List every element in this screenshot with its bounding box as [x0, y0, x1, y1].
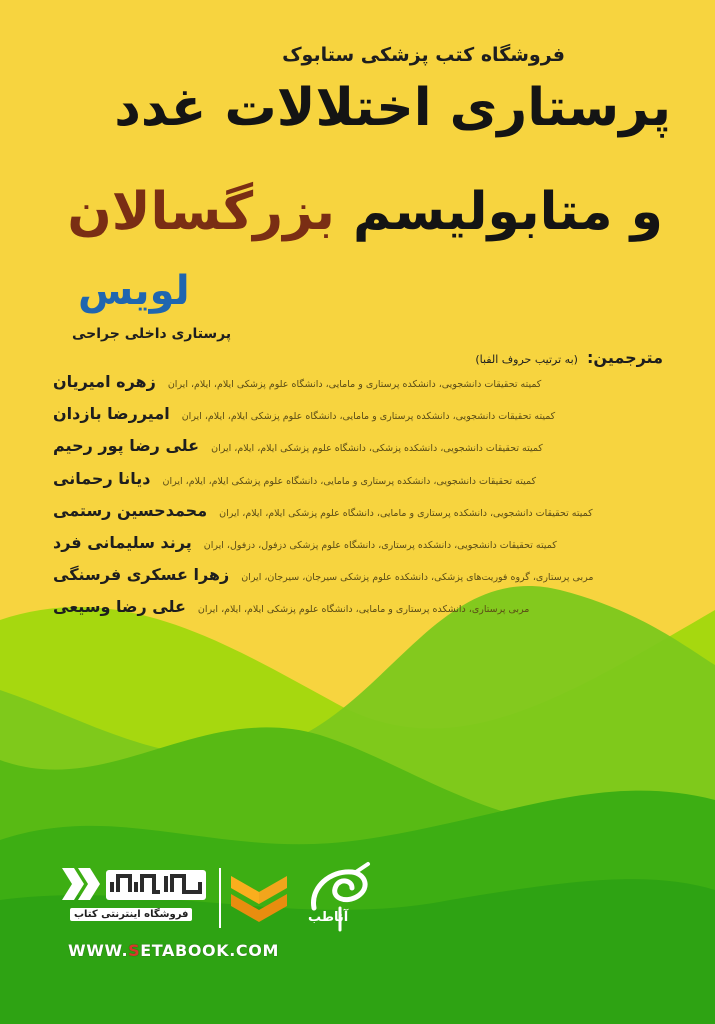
translator-row	[53, 372, 663, 404]
book-emblem-icon	[227, 870, 291, 930]
translator-name: علی رضا پور رحیم	[53, 436, 200, 456]
store-line: فروشگاه کتب پزشکی ستابوک	[282, 44, 565, 66]
translator-affiliation: کمیته تحقیقات دانشجویی، دانشکده پرستاری، دانشگاه علوم پزشکی دزفول، دزفول، ایران	[203, 539, 557, 551]
translator-row	[53, 469, 663, 501]
url-s-letter: S	[128, 941, 141, 960]
translators-label: مترجمین:	[587, 348, 663, 367]
translator-row	[53, 565, 663, 597]
publisher-name: آناطب	[308, 910, 349, 925]
translator-affiliation: کمیته تحقیقات دانشجویی، دانشکده پرستاری و مامایی، دانشگاه علوم پزشکی ایلام، ایلام، ایران	[162, 475, 536, 487]
title-line-2-brown: بزرگسالان	[67, 182, 335, 242]
website-url[interactable]	[68, 941, 279, 960]
translator-name: محمدحسین رستمی	[53, 500, 208, 520]
translator-name: زهرا عسکری فرسنگی	[53, 565, 230, 585]
translator-affiliation: کمیته تحقیقات دانشجویی، دانشکده پزشکی، دانشگاه علوم پزشکی ایلام، ایلام، ایران	[211, 443, 543, 455]
setabook-tagline: فروشگاه اینترنتی کتاب	[70, 908, 192, 921]
title-line-1: پرستاری اختلالات غدد	[114, 78, 671, 138]
translator-affiliation: کمیته تحقیقات دانشجویی، دانشکده پرستاری و مامایی، دانشگاه علوم پزشکی ایلام، ایلام، ایران	[181, 411, 556, 423]
translator-affiliation: مربی پرستاری، دانشکده پرستاری و مامایی، دانشگاه علوم پزشکی ایلام، ایلام، ایران	[197, 604, 530, 616]
title-line-2-dark: و متابولیسم	[353, 182, 663, 242]
translator-row	[53, 597, 663, 629]
translator-affiliation: کمیته تحقیقات دانشجویی، دانشکده پرستاری و مامایی، دانشگاه علوم پزشکی ایلام، ایلام، ایران	[219, 507, 593, 519]
logo-divider	[219, 868, 221, 928]
translator-name: علی رضا وسیعی	[53, 597, 186, 617]
translator-name: پرند سلیمانی فرد	[53, 532, 192, 552]
translator-row	[53, 533, 663, 565]
translator-row	[53, 404, 663, 436]
url-rest: ETABOOK.COM	[140, 941, 279, 960]
translators-order-note: (به ترتیب حروف الفبا)	[475, 353, 578, 366]
translator-name: دیانا رحمانی	[53, 468, 151, 488]
translator-row	[53, 501, 663, 533]
author-subtitle: پرستاری داخلی جراحی	[72, 326, 232, 342]
setabook-logo	[60, 862, 210, 906]
author-name: لویس	[78, 268, 190, 314]
translator-affiliation: کمیته تحقیقات دانشجویی، دانشکده پرستاری و مامایی، دانشگاه علوم پزشکی ایلام، ایلام، ایران	[167, 379, 542, 390]
title-line-2	[67, 182, 663, 242]
translator-name: امیررضا بازدان	[53, 404, 170, 424]
translator-name: زهره امیریان	[53, 372, 156, 391]
publisher-logo	[300, 858, 380, 938]
translators-list	[53, 372, 663, 630]
url-prefix: WWW.	[68, 941, 129, 960]
translators-heading	[475, 348, 663, 367]
translator-row	[53, 436, 663, 468]
translator-affiliation: مربی پرستاری، گروه فوریت‌های پزشکی، دانشکده علوم پزشکی سیرجان، سیرجان، ایران	[241, 572, 594, 584]
